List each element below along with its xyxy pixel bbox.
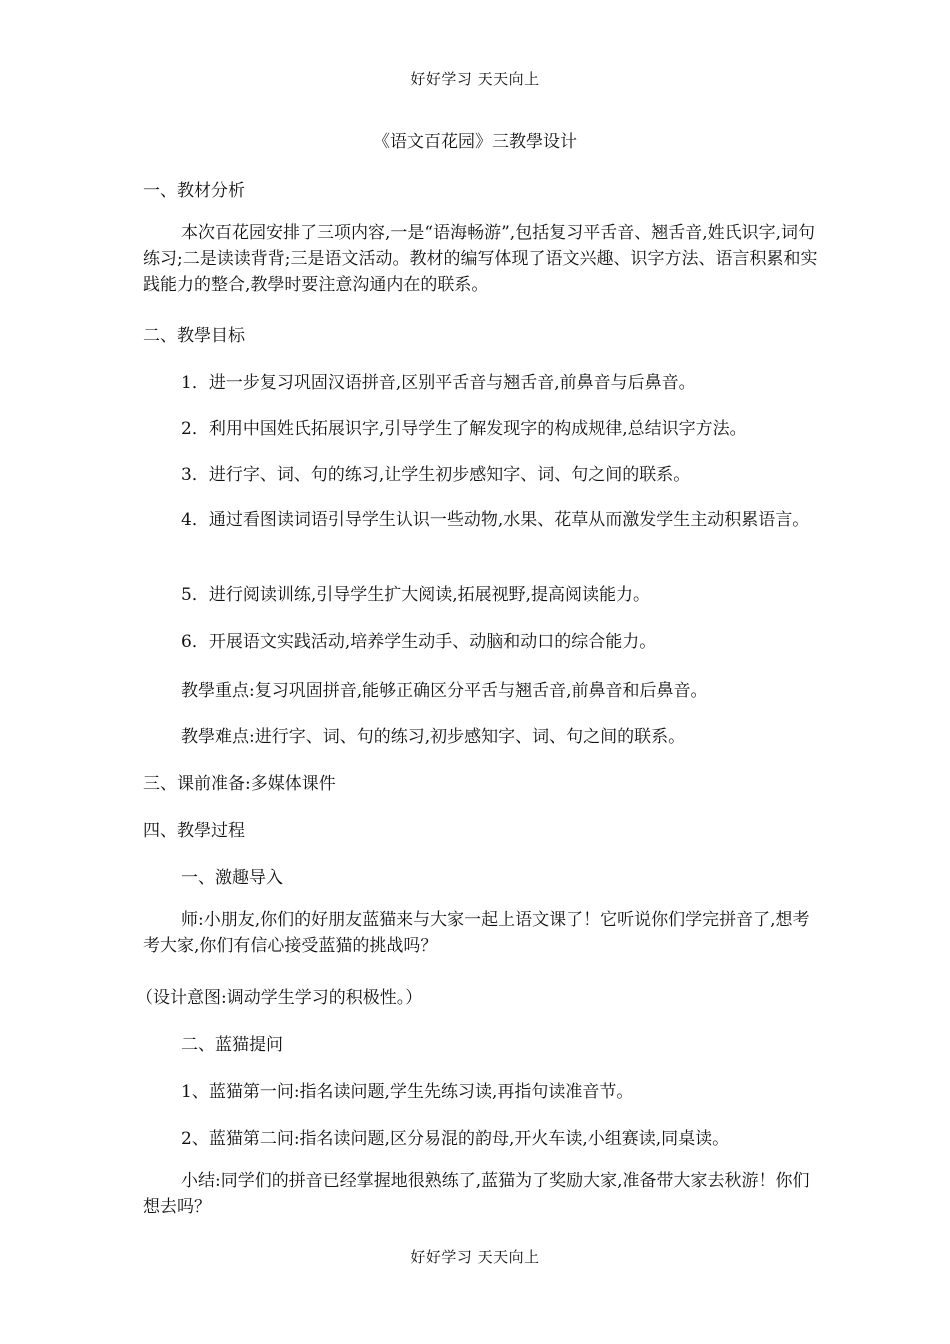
section-heading-teaching-goals: 二、教學目标 xyxy=(143,326,245,346)
goal-item-6: 6．开展语文实践活动,培养学生动手、动脑和动口的综合能力。 xyxy=(181,632,657,652)
page-header: 好好学习 天天向上 xyxy=(410,70,540,88)
goal-item-4: 4．通过看图读词语引导学生认识一些动物,水果、花草从而激发学生主动积累语言。 xyxy=(181,510,810,530)
goal-item-3: 3．进行字、词、句的练习,让学生初步感知字、词、句之间的联系。 xyxy=(181,465,691,485)
section-heading-preparation: 三、课前准备:多媒体课件 xyxy=(143,774,336,794)
summary-paragraph: 小结:同学们的拼音已经掌握地很熟练了,蓝猫为了奖励大家,准备带大家去秋游！你们想去吗？ xyxy=(143,1171,810,1217)
step-heading-questions: 二、蓝猫提问 xyxy=(181,1035,283,1055)
document-title: 《语文百花园》三教學设计 xyxy=(373,132,577,152)
question-item-2: 2、蓝猫第二问:指名读问题,区分易混的韵母,开火车读,小组赛读,同桌读。 xyxy=(181,1129,730,1149)
difficult-point-text: 教學难点:进行字、词、句的练习,初步感知字、词、句之间的联系。 xyxy=(181,727,686,747)
question-item-1: 1、蓝猫第一问:指名读问题,学生先练习读,再指句读准音节。 xyxy=(181,1082,634,1102)
goal-item-5: 5．进行阅读训练,引导学生扩大阅读,拓展视野,提高阅读能力。 xyxy=(181,585,651,605)
section-heading-teaching-process: 四、教學过程 xyxy=(143,821,245,841)
textbook-analysis-paragraph: 本次百花园安排了三项内容,一是“语海畅游”,包括复习平舌音、翘舌音,姓氏识字,词句练习;二是读读背背;三是语文活动。教材的编写体现了语文兴趣、识字方法、语言积累和实践能力的整合,教學时要注意沟通内在的联系。 xyxy=(143,223,818,295)
goal-item-2: 2．利用中国姓氏拓展识字,引导学生了解发现字的构成规律,总结识字方法。 xyxy=(181,419,747,439)
key-point-text: 教學重点:复习巩固拼音,能够正确区分平舌与翘舌音,前鼻音和后鼻音。 xyxy=(181,681,708,701)
page-footer: 好好学习 天天向上 xyxy=(410,1248,540,1266)
goal-item-1: 1．进一步复习巩固汉语拼音,区别平舌音与翘舌音,前鼻音与后鼻音。 xyxy=(181,373,696,393)
design-intent-note: （设计意图:调动学生学习的积极性。） xyxy=(136,988,423,1008)
section-heading-textbook-analysis: 一、教材分析 xyxy=(143,181,245,201)
step-heading-intro: 一、激趣导入 xyxy=(181,868,283,888)
intro-paragraph: 师:小朋友,你们的好朋友蓝猫来与大家一起上语文课了！它听说你们学完拼音了,想考考大家,你们有信心接受蓝猫的挑战吗？ xyxy=(143,910,810,956)
